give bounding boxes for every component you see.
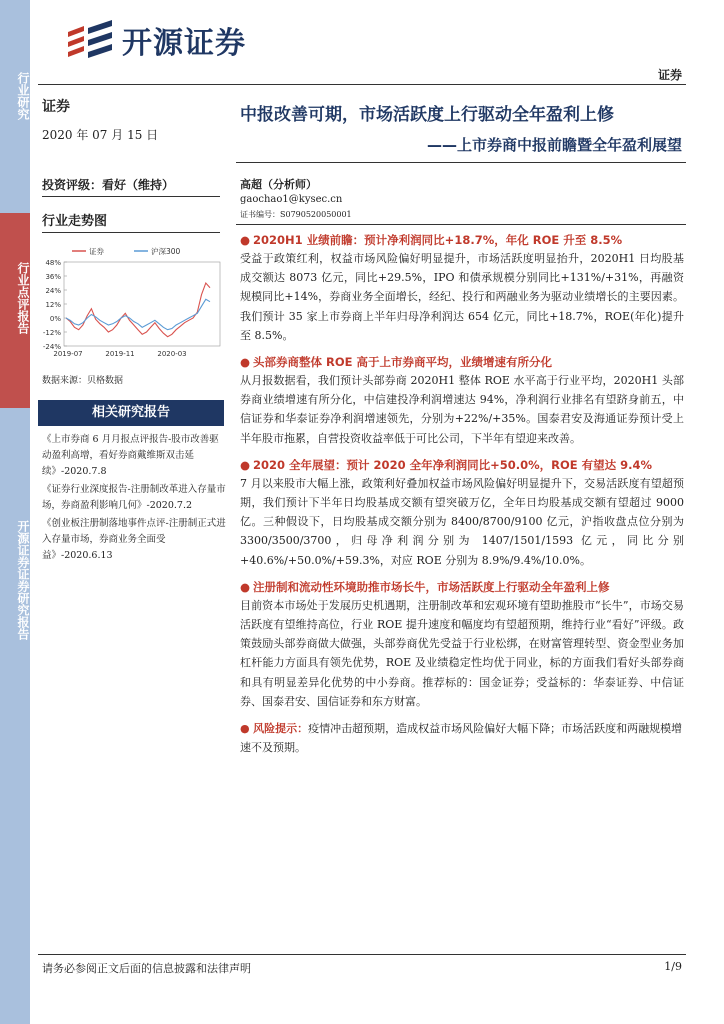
section <box>240 231 684 345</box>
chart-source: 数据来源：贝格数据 <box>42 376 124 386</box>
y-tick-label: 36% <box>45 273 61 281</box>
header-divider <box>38 84 686 85</box>
footer-disclaimer[interactable]: 请务必参阅正文后面的信息披露和法律声明 <box>42 962 251 975</box>
industry-name: 证券 <box>42 99 70 115</box>
bullet-icon: ● <box>240 355 251 370</box>
footer-divider <box>38 954 686 955</box>
report-title: 中报改善可期，市场活跃度上行驱动全年盈利上修 <box>240 105 614 125</box>
legend-label: 沪深300 <box>151 247 181 256</box>
trend-chart <box>36 242 226 366</box>
y-tick-label: 48% <box>45 259 61 267</box>
y-tick-label: 24% <box>45 287 61 295</box>
related-reports-header: 相关研究报告 <box>38 400 224 426</box>
bullet-icon: ● <box>240 722 254 736</box>
section <box>240 578 684 711</box>
section-heading <box>240 353 684 371</box>
section-text: 7 月以来股市大幅上涨，政策利好叠加权益市场风险偏好明显提升下，交易活跃度有望超预期，我们预计下半年日均股基成交额有望突破万亿，全年日均股基成交额有望超过 9000 亿。三种假设下，日均股基成交额分别为 8400/8700/9100 亿元，沪指收盘点位分别为 3300/3500/3700，归母净利润分别为 1407/1501/1593 亿元，同比分别+40.6%/+50.0%/+59.3%，对应 ROE 分别为 8.9%/9.4%/10.0%。 <box>240 476 684 567</box>
investment-rating: 投资评级：看好（维持） <box>42 178 175 192</box>
section <box>240 456 684 570</box>
report-date: 2020 年 07 月 15 日 <box>42 128 159 142</box>
page-number: 1/9 <box>664 960 682 973</box>
analyst-cert: 证书编号：S0790520050001 <box>240 210 352 219</box>
x-tick-label: 2019-07 <box>53 350 83 358</box>
header-tag: 证券 <box>657 68 682 82</box>
brand-name: 开源证券 <box>122 26 246 61</box>
bullet-icon: ● <box>240 457 251 472</box>
related-report-item[interactable]: 《证券行业深度报告-注册制改革进入存量市场，券商盈利影响几何》-2020.7.2 <box>42 484 226 511</box>
brand-logo-icon <box>64 18 116 62</box>
brand-logo <box>64 18 246 62</box>
y-tick-label: -12% <box>42 329 61 337</box>
risk-text: 疫情冲击超预期，造成权益市场风险偏好大幅下降；市场活跃度和两融规模增速不及预期。 <box>240 722 683 755</box>
analyst-email[interactable]: gaochao1@kysec.cn <box>240 194 343 205</box>
bullet-icon: ● <box>240 579 251 594</box>
series-line <box>66 283 210 337</box>
risk-note <box>240 719 684 757</box>
section-heading <box>240 456 684 474</box>
analyst-divider <box>236 224 686 225</box>
legend-label: 证券 <box>89 247 104 256</box>
y-tick-label: -24% <box>42 343 61 351</box>
section-text: 目前资本市场处于发展历史机遇期，注册制改革和宏观环境有望助推股市“长牛”，市场交易活跃度有望维持高位，行业 ROE 提升速度和幅度均有望超预期，维持行业“看好”评级。政策鼓励头部券商做大做强，头部券商优先受益于行业松绑，在财富管理转型、资金型业务加杠杆能力方面具有领先优势，ROE 及业绩稳定性均优于同业，标的方面我们看好头部券商和具有明显差异化优势的中小券商。推荐标的：国金证券；受益标的：华泰证券、中信证券、国泰君安、国信证券和东方财富。 <box>240 598 684 708</box>
related-report-item[interactable]: 《创业板注册制落地事件点评-注册制正式进入存量市场，券商业务全面受益》-2020.6.13 <box>42 518 226 561</box>
x-tick-label: 2019-11 <box>105 350 135 358</box>
analyst-name: 高超（分析师） <box>240 178 317 191</box>
section <box>240 353 684 448</box>
left-meta <box>42 96 222 143</box>
trend-divider <box>42 232 220 233</box>
section-text: 从月报数据看，我们预计头部券商 2020H1 整体 ROE 水平高于行业平均，2020H1 头部券商业绩增速有所分化，中信建投净利润增速达 94%，净利润行业排名有望跻身前五，中信证券和华泰证券净利润增速领先，分别为+22%/+35%。国泰君安及海通证券预计受上半年股市拖累，自营投资收益率低于可比公司，下半年有望迎来改善。 <box>240 374 684 445</box>
sidebar-label-bottom: 开源证券证券研究报告 <box>16 520 30 640</box>
report-body <box>240 231 684 757</box>
related-report-item[interactable]: 《上市券商 6 月月报点评报告-股市改善驱动盈利高增，看好券商戴维斯双击延续》-2020.7.8 <box>42 434 219 477</box>
section-heading <box>240 231 684 249</box>
rating-divider <box>42 196 220 197</box>
related-reports-list <box>42 432 228 566</box>
report-subtitle: ——上市券商中报前瞻暨全年盈利展望 <box>426 136 682 154</box>
sidebar-label-middle: 行业点评报告 <box>16 262 30 334</box>
sidebar <box>0 0 30 1024</box>
y-tick-label: 0% <box>49 315 61 323</box>
section-text: 受益于政策红利，权益市场风险偏好明显提升，市场活跃度明显抬升，2020H1 日均股基成交额达 8073 亿元，同比+29.5%，IPO 和债承规模分别同比+131%/+31%，再融资规模同比+14%，券商业务全面增长，经纪、投行和两融业务为驱动业绩增长的主要因素。我们预计 35 家上市券商上半年归母净利润达 654 亿元，同比+18.7%，ROE(年化)提升至 8.5%。 <box>240 252 684 342</box>
y-tick-label: 12% <box>45 301 61 309</box>
section-heading-text: 2020H1 业绩前瞻：预计净利润同比+18.7%，年化 ROE 升至 8.5% <box>253 233 623 247</box>
bullet-icon: ● <box>240 233 251 247</box>
section-heading-text: 头部券商整体 ROE 高于上市券商平均，业绩增速有所分化 <box>253 355 553 370</box>
trend-title: 行业走势图 <box>42 214 108 229</box>
sidebar-label-top: 行业研究 <box>16 72 30 120</box>
risk-label: 风险提示： <box>253 722 309 736</box>
section-heading-text: 2020 全年展望：预计 2020 全年净利润同比+50.0%，ROE 有望达 9.4% <box>253 457 652 472</box>
title-divider <box>236 162 686 163</box>
x-tick-label: 2020-03 <box>157 350 187 358</box>
section-heading-text: 注册制和流动性环境助推市场长牛，市场活跃度上行驱动全年盈利上修 <box>253 579 610 594</box>
section-heading <box>240 578 684 596</box>
